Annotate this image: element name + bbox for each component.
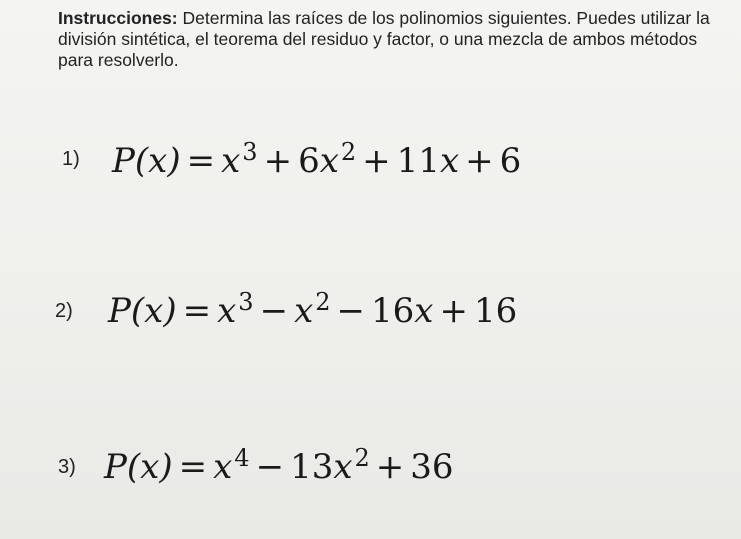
problem-3 bbox=[0, 426, 741, 506]
term-3-1-exp: 4 bbox=[234, 444, 250, 472]
term-3-1-var: x bbox=[213, 447, 233, 487]
term-1-2-var: x bbox=[319, 141, 339, 181]
term-2-1-exp: 3 bbox=[238, 288, 254, 316]
term-2-2-sign: − bbox=[259, 291, 289, 331]
problem-3-lhs: P(x) bbox=[104, 447, 173, 487]
term-1-2-sign: + bbox=[263, 141, 293, 181]
problem-3-number: 3) bbox=[58, 456, 76, 478]
term-2-1-var: x bbox=[217, 291, 237, 331]
problem-3-equals: = bbox=[178, 447, 208, 487]
term-3-3-coef: 36 bbox=[410, 447, 454, 487]
term-3-2-coef: 13 bbox=[290, 447, 334, 487]
problem-1-number: 1) bbox=[62, 148, 80, 170]
term-1-4-sign: + bbox=[465, 141, 494, 181]
problem-1-lhs: P(x) bbox=[112, 141, 181, 181]
term-2-4-coef: 16 bbox=[473, 291, 518, 331]
term-1-4-coef: 6 bbox=[499, 141, 522, 181]
term-1-2-coef: 6 bbox=[298, 141, 320, 181]
term-1-3-var: x bbox=[439, 141, 460, 181]
term-3-2-exp: 2 bbox=[354, 444, 370, 472]
problem-2-number: 2) bbox=[55, 300, 73, 322]
problem-2-equals: = bbox=[182, 291, 212, 331]
term-1-3-sign: + bbox=[362, 141, 391, 181]
term-3-2-sign: − bbox=[255, 447, 285, 487]
term-1-1-exp: 3 bbox=[242, 138, 258, 166]
problem-2-equation bbox=[108, 288, 518, 331]
instructions-label: Instrucciones: bbox=[58, 8, 178, 28]
instructions-text: Determina las raíces de los polinomios siguientes. Puedes utilizar la división sintética, el teorema del residuo y factor, o una mezcla de ambos métodos para resolverlo. bbox=[58, 8, 710, 70]
problem-2 bbox=[0, 272, 741, 352]
problem-2-lhs: P(x) bbox=[108, 291, 177, 331]
term-1-3-coef: 11 bbox=[396, 141, 440, 181]
term-2-3-coef: 16 bbox=[371, 291, 415, 331]
term-2-3-sign: − bbox=[336, 291, 366, 331]
problem-3-equation bbox=[104, 444, 454, 487]
problem-1-equals: = bbox=[186, 141, 216, 181]
term-2-2-exp: 2 bbox=[315, 288, 331, 316]
term-3-3-sign: + bbox=[375, 447, 405, 487]
term-2-2-var: x bbox=[294, 291, 314, 331]
instructions-paragraph bbox=[58, 8, 730, 71]
term-2-3-var: x bbox=[414, 291, 434, 331]
problem-1-equation bbox=[112, 138, 522, 181]
term-1-2-exp: 2 bbox=[340, 138, 357, 166]
term-2-4-sign: + bbox=[439, 291, 468, 331]
term-1-1-var: x bbox=[221, 141, 241, 181]
term-3-2-var: x bbox=[333, 447, 353, 487]
problem-1 bbox=[0, 118, 741, 198]
